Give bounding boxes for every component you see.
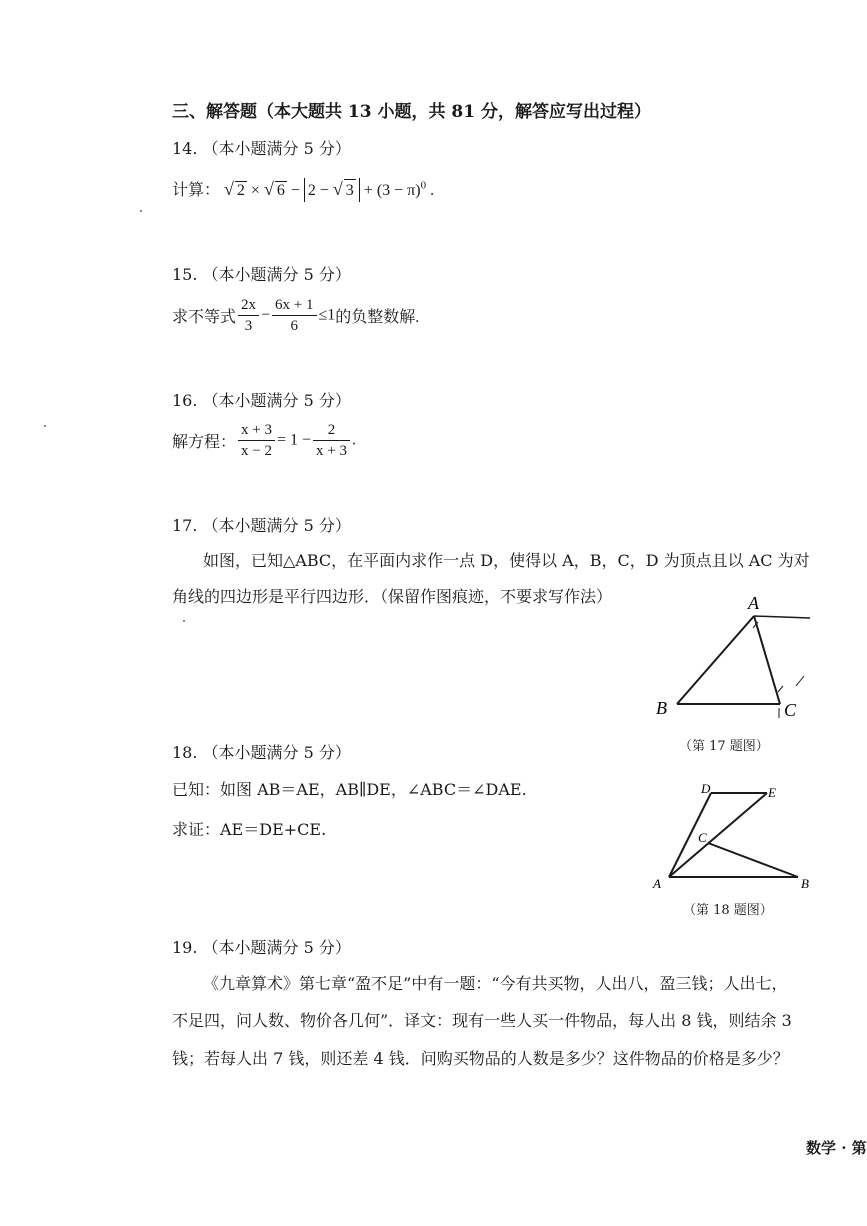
q16-end: .	[352, 431, 356, 449]
q19-line-3: 钱；若每人出 7 钱，则还差 4 钱．问购买物品的人数是多少？这件物品的价格是多少？	[172, 1049, 789, 1068]
q16-prompt: 解方程：	[172, 434, 237, 451]
q18-header	[172, 740, 351, 763]
q15-f2-numerator: 6x + 1	[272, 295, 316, 316]
q14-abs-a: 2 −	[307, 182, 333, 199]
q15-number: 15.	[172, 265, 198, 284]
q19-header	[172, 935, 351, 958]
sqrt-symbol: √	[224, 179, 234, 199]
scan-speck	[44, 425, 46, 427]
q19-number: 19.	[172, 938, 198, 957]
q18-prove: 求证：AE＝DE+CE.	[172, 820, 327, 839]
q15-f1-numerator: 2x	[238, 295, 259, 316]
q17-header	[172, 513, 351, 536]
q17-caption: （第 17 题图）	[679, 739, 769, 754]
scan-speck	[183, 620, 185, 622]
q14-number: 14.	[172, 139, 198, 158]
construction-ray	[754, 616, 810, 618]
q14-abs-b: 3	[344, 179, 356, 202]
q15-f1-denominator: 3	[244, 318, 253, 334]
q14-header	[172, 136, 351, 159]
q16-f1-denominator: x − 2	[241, 443, 272, 459]
q15-relation: ≤1	[318, 306, 336, 324]
q16-number: 16.	[172, 391, 198, 410]
label-a: A	[748, 593, 759, 613]
segment-cb	[708, 843, 798, 877]
q14-plus: +	[363, 182, 377, 199]
page-footer: 数学 · 第	[806, 1139, 867, 1157]
q14-minus: −	[290, 182, 304, 199]
construction-arc-mark	[778, 686, 783, 692]
q16-score: （本小题满分 5 分）	[202, 391, 351, 410]
q18-caption: （第 18 题图）	[683, 903, 773, 918]
section-title: 三、解答题（本大题共 13 小题，共 81 分，解答应写出过程）	[172, 102, 651, 122]
construction-arc-mark	[796, 676, 804, 686]
segment-ab	[677, 616, 754, 704]
q15-score: （本小题满分 5 分）	[202, 265, 351, 284]
q15-f2-denominator: 6	[290, 318, 299, 334]
q15-prompt: 求不等式	[172, 309, 237, 326]
q14-prompt: 计算：	[172, 182, 221, 199]
q17-line-1: 如图，已知△ABC，在平面内求作一点 D，使得以 A，B，C，D 为顶点且以 AC 为对	[203, 551, 810, 570]
q16-fraction-2	[313, 420, 350, 461]
q14-times: ×	[250, 182, 264, 199]
q14-power: (3 − π)	[376, 182, 421, 199]
q17-score: （本小题满分 5 分）	[202, 516, 351, 535]
q14-end: .	[430, 182, 435, 199]
q17-line-2: 角线的四边形是平行四边形．（保留作图痕迹，不要求写作法）	[172, 587, 613, 606]
q14-score: （本小题满分 5 分）	[202, 139, 351, 158]
q16-header	[172, 388, 351, 411]
q16-f2-denominator: x + 3	[316, 443, 347, 459]
q19-line-2: 不足四，问人数、物价各几何”．译文：现有一些人买一件物品，每人出 8 钱，则结余 3	[172, 1011, 792, 1030]
label-a: A	[653, 876, 661, 891]
q16-f1-numerator: x + 3	[238, 420, 275, 441]
q19-score: （本小题满分 5 分）	[202, 938, 351, 957]
q14-absolute-value	[304, 178, 360, 202]
segment-ae	[669, 793, 767, 877]
label-b: B	[656, 698, 667, 718]
q16-fraction-1	[238, 420, 275, 461]
q17-number: 17.	[172, 516, 198, 535]
q16-equation	[172, 420, 356, 461]
q17-triangle-figure	[640, 590, 830, 725]
q19-line-1: 《九章算术》第七章“盈不足”中有一题：“今有共买物，人出八，盈三钱；人出七，	[203, 974, 788, 993]
q14-exponent: 0	[420, 179, 427, 192]
q15-header	[172, 262, 351, 285]
label-b: B	[801, 876, 809, 891]
q16-f2-numerator: 2	[313, 420, 350, 441]
label-c: C	[784, 700, 797, 720]
segment-ac	[754, 616, 780, 704]
q18-figure	[645, 775, 820, 895]
q18-given: 已知：如图 AB＝AE，AB∥DE，∠ABC＝∠DAE.	[172, 780, 527, 799]
label-d: D	[701, 781, 711, 796]
scan-speck	[140, 210, 142, 212]
q18-number: 18.	[172, 743, 198, 762]
sqrt-symbol: √	[332, 179, 343, 199]
q16-equals: = 1 −	[276, 431, 312, 449]
label-c: C	[698, 830, 707, 845]
q15-operator: −	[261, 306, 271, 324]
q14-expression	[172, 177, 434, 202]
q18-score: （本小题满分 5 分）	[202, 743, 351, 762]
q15-fraction-2	[272, 295, 316, 336]
sqrt-symbol: √	[263, 179, 274, 199]
label-e: E	[768, 785, 776, 800]
q14-term1: 2	[236, 182, 245, 199]
q15-fraction-1	[238, 295, 259, 336]
q15-suffix: 的负整数解.	[335, 309, 420, 326]
q14-term2: 6	[276, 182, 285, 199]
q15-inequality	[172, 295, 419, 336]
